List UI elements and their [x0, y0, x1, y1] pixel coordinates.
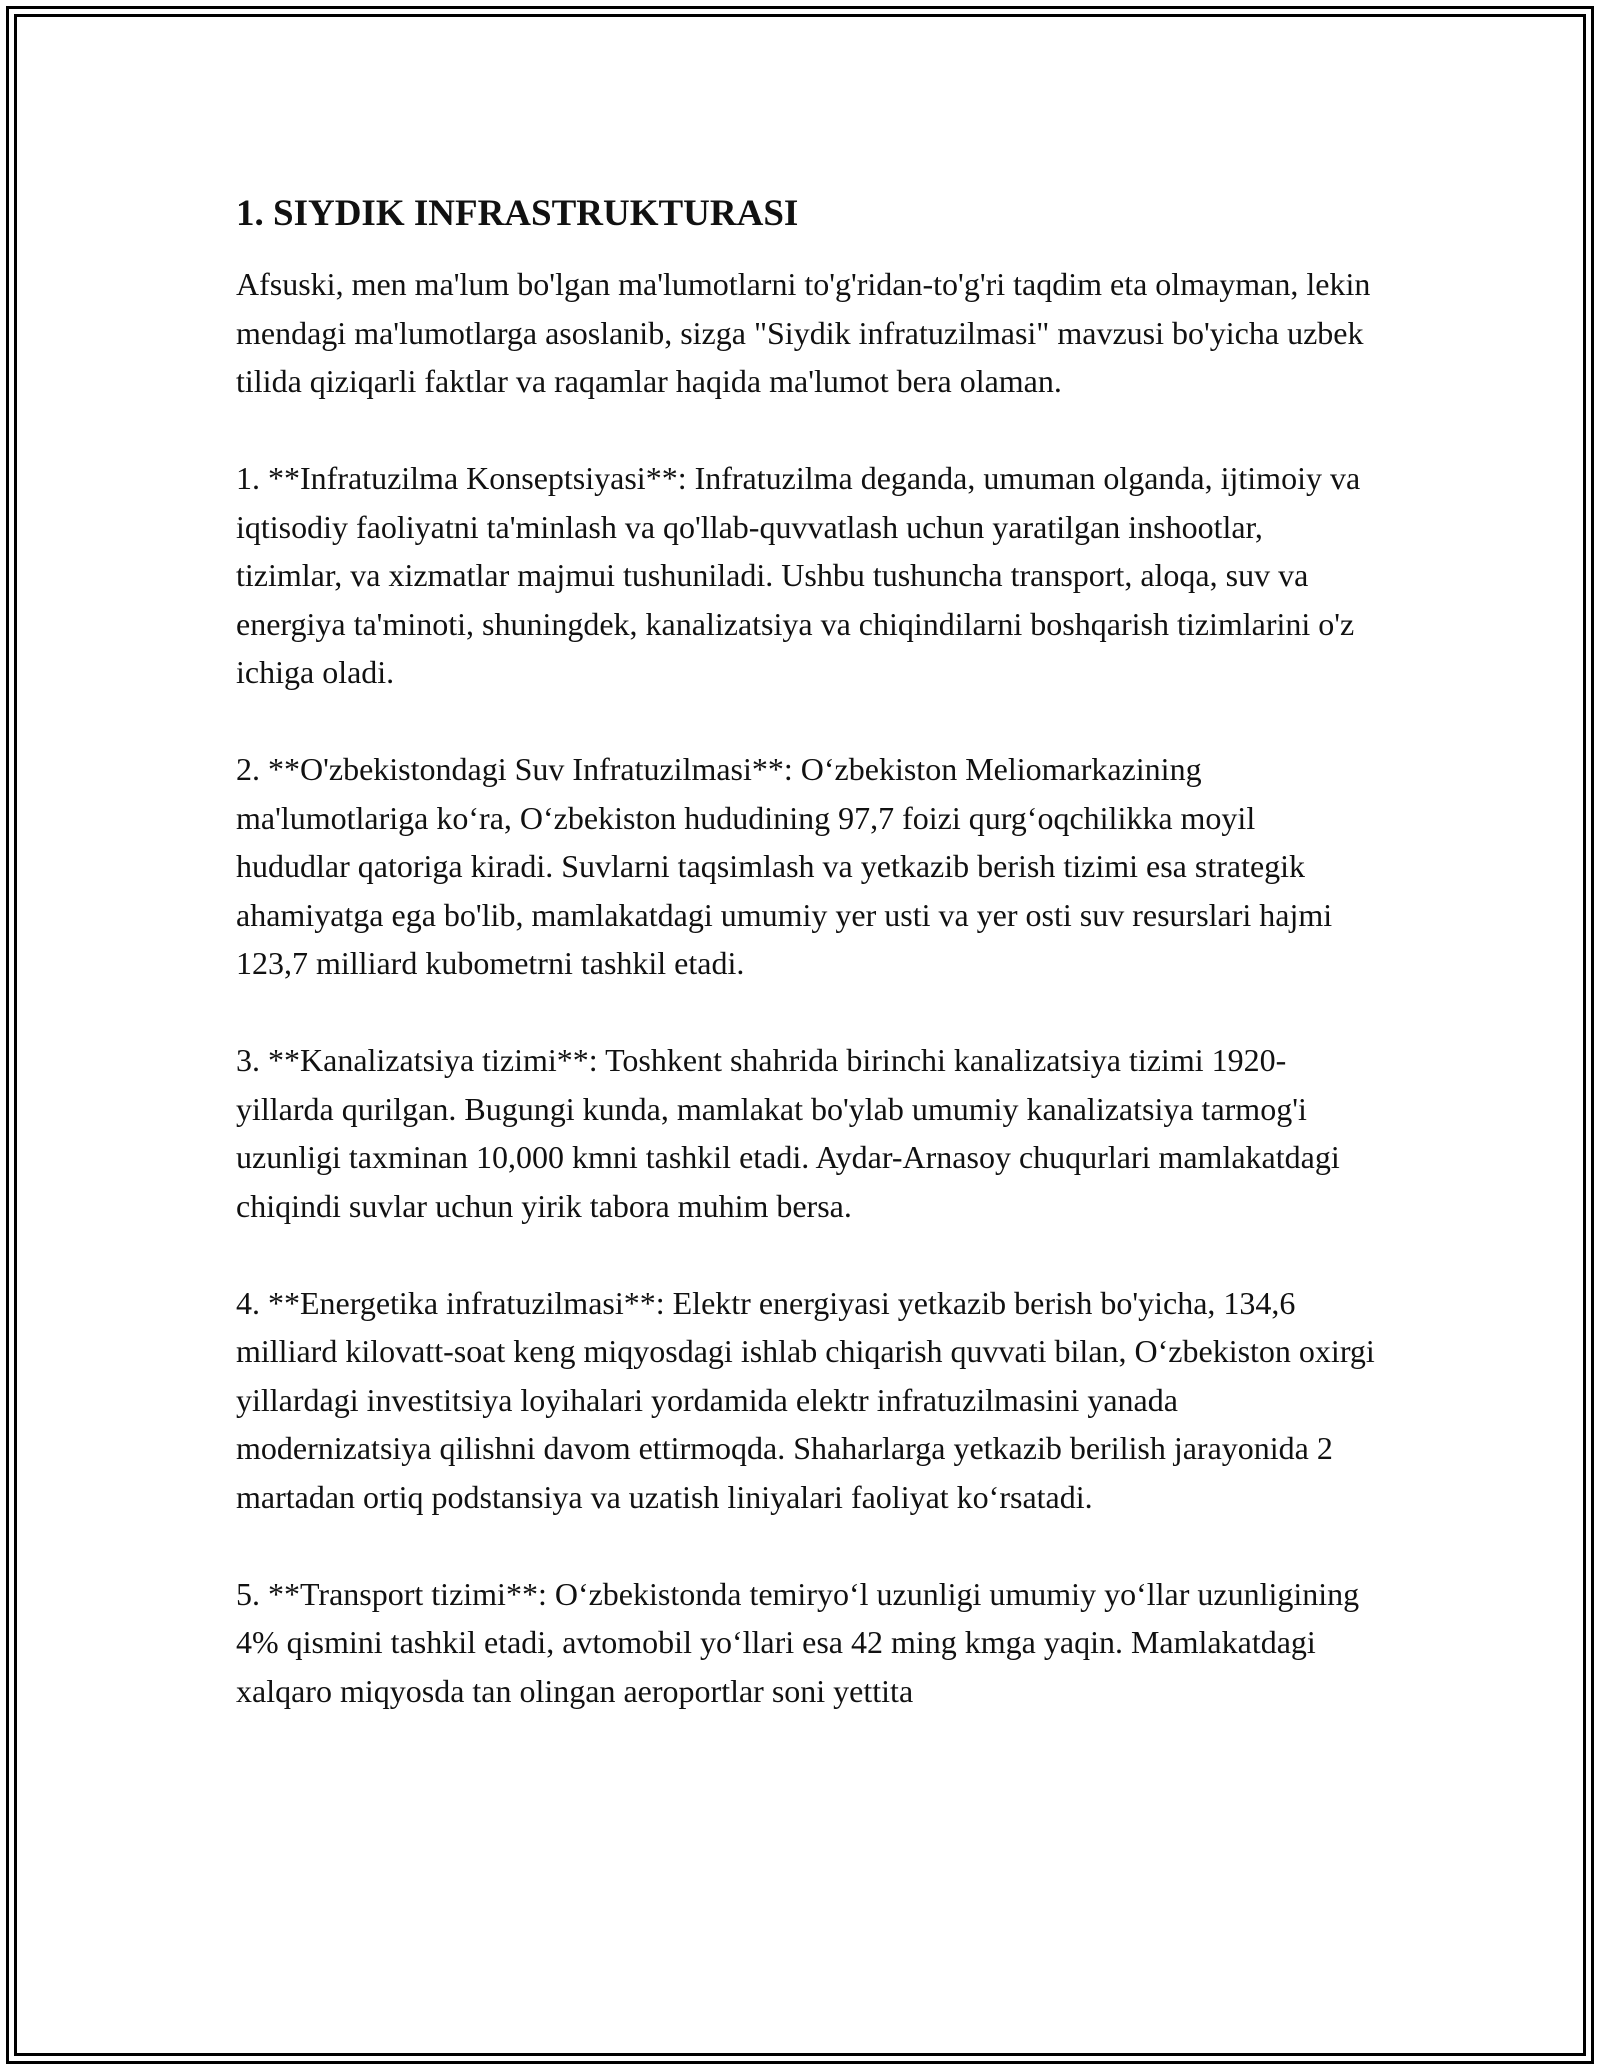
paragraph-energy-infrastructure: 4. **Energetika infratuzilmasi**: Elektr energiyasi yetkazib berish bo'yicha, 134,6 milliard kilovatt-soat keng miqyosdagi ishlab chiqarish quvvati bilan, O‘zbekiston oxirgi yillardagi investitsiya loyihalari yordamida elektr infratuzilmasini yanada modernizatsiya qilishni davom ettirmoqda. Shaharlarga yetkazib berilish jarayonida 2 martadan ortiq podstansiya va uzatish liniyalari faoliyat ko‘rsatadi.: [236, 1284, 1375, 1515]
intro-paragraph: Afsuski, men ma'lum bo'lgan ma'lumotlarni to'g'ridan-to'g'ri taqdim eta olmayman, lekin mendagi ma'lumotlarga asoslanib, sizga "Siydik infratuzilmasi" mavzusi bo'yicha uzbek tilida qiziqarli faktlar va raqamlar haqida ma'lumot bera olaman.: [236, 266, 1371, 399]
paragraph-sewerage-system: 3. **Kanalizatsiya tizimi**: Toshkent shahrida birinchi kanalizatsiya tizimi 1920-yillarda qurilgan. Bugungi kunda, mamlakat bo'ylab umumiy kanalizatsiya tarmog'i uzunligi taxminan 10,000 kmni tashkil etadi. Aydar-Arnasoy chuqurlari mamlakatdagi chiqindi suvlar uchun yirik tabora muhim bersa.: [236, 1042, 1340, 1224]
document-body: [236, 188, 1376, 1764]
document-title: 1. SIYDIK INFRASTRUKTURASI: [236, 193, 799, 234]
paragraph-transport-system: 5. **Transport tizimi**: O‘zbekistonda temiryo‘l uzunligi umumiy yo‘llar uzunligining 4% qismini tashkil etadi, avtomobil yo‘llari esa 42 ming kmga yaqin. Mamlakatdagi xalqaro miqyosda tan olingan aeroportlar soni yettita: [236, 1575, 1360, 1709]
paragraph-water-infrastructure: 2. **O'zbekistondagi Suv Infratuzilmasi**: O‘zbekiston Meliomarkazining ma'lumotlariga ko‘ra, O‘zbekiston hududining 97,7 foizi qurg‘oqchilikka moyil hududlar qatoriga kiradi. Suvlarni taqsimlash va yetkazib berish tizimi esa strategik ahamiyatga ega bo'lib, mamlakatdagi umumiy yer usti va yer osti suv resurslari hajmi 123,7 milliard kubometrni tashkil etadi.: [236, 751, 1333, 981]
paragraph-infrastructure-concept: 1. **Infratuzilma Konseptsiyasi**: Infratuzilma deganda, umuman olganda, ijtimoiy va iqtisodiy faoliyatni ta'minlash va qo'llab-quvvatlash uchun yaratilgan inshootlar, tizimlar, va xizmatlar majmui tushuniladi. Ushbu tushuncha transport, aloqa, suv va energiya ta'minoti, shuningdek, kanalizatsiya va chiqindilarni boshqarish tizimlarini o'z ichiga oladi.: [236, 460, 1361, 690]
